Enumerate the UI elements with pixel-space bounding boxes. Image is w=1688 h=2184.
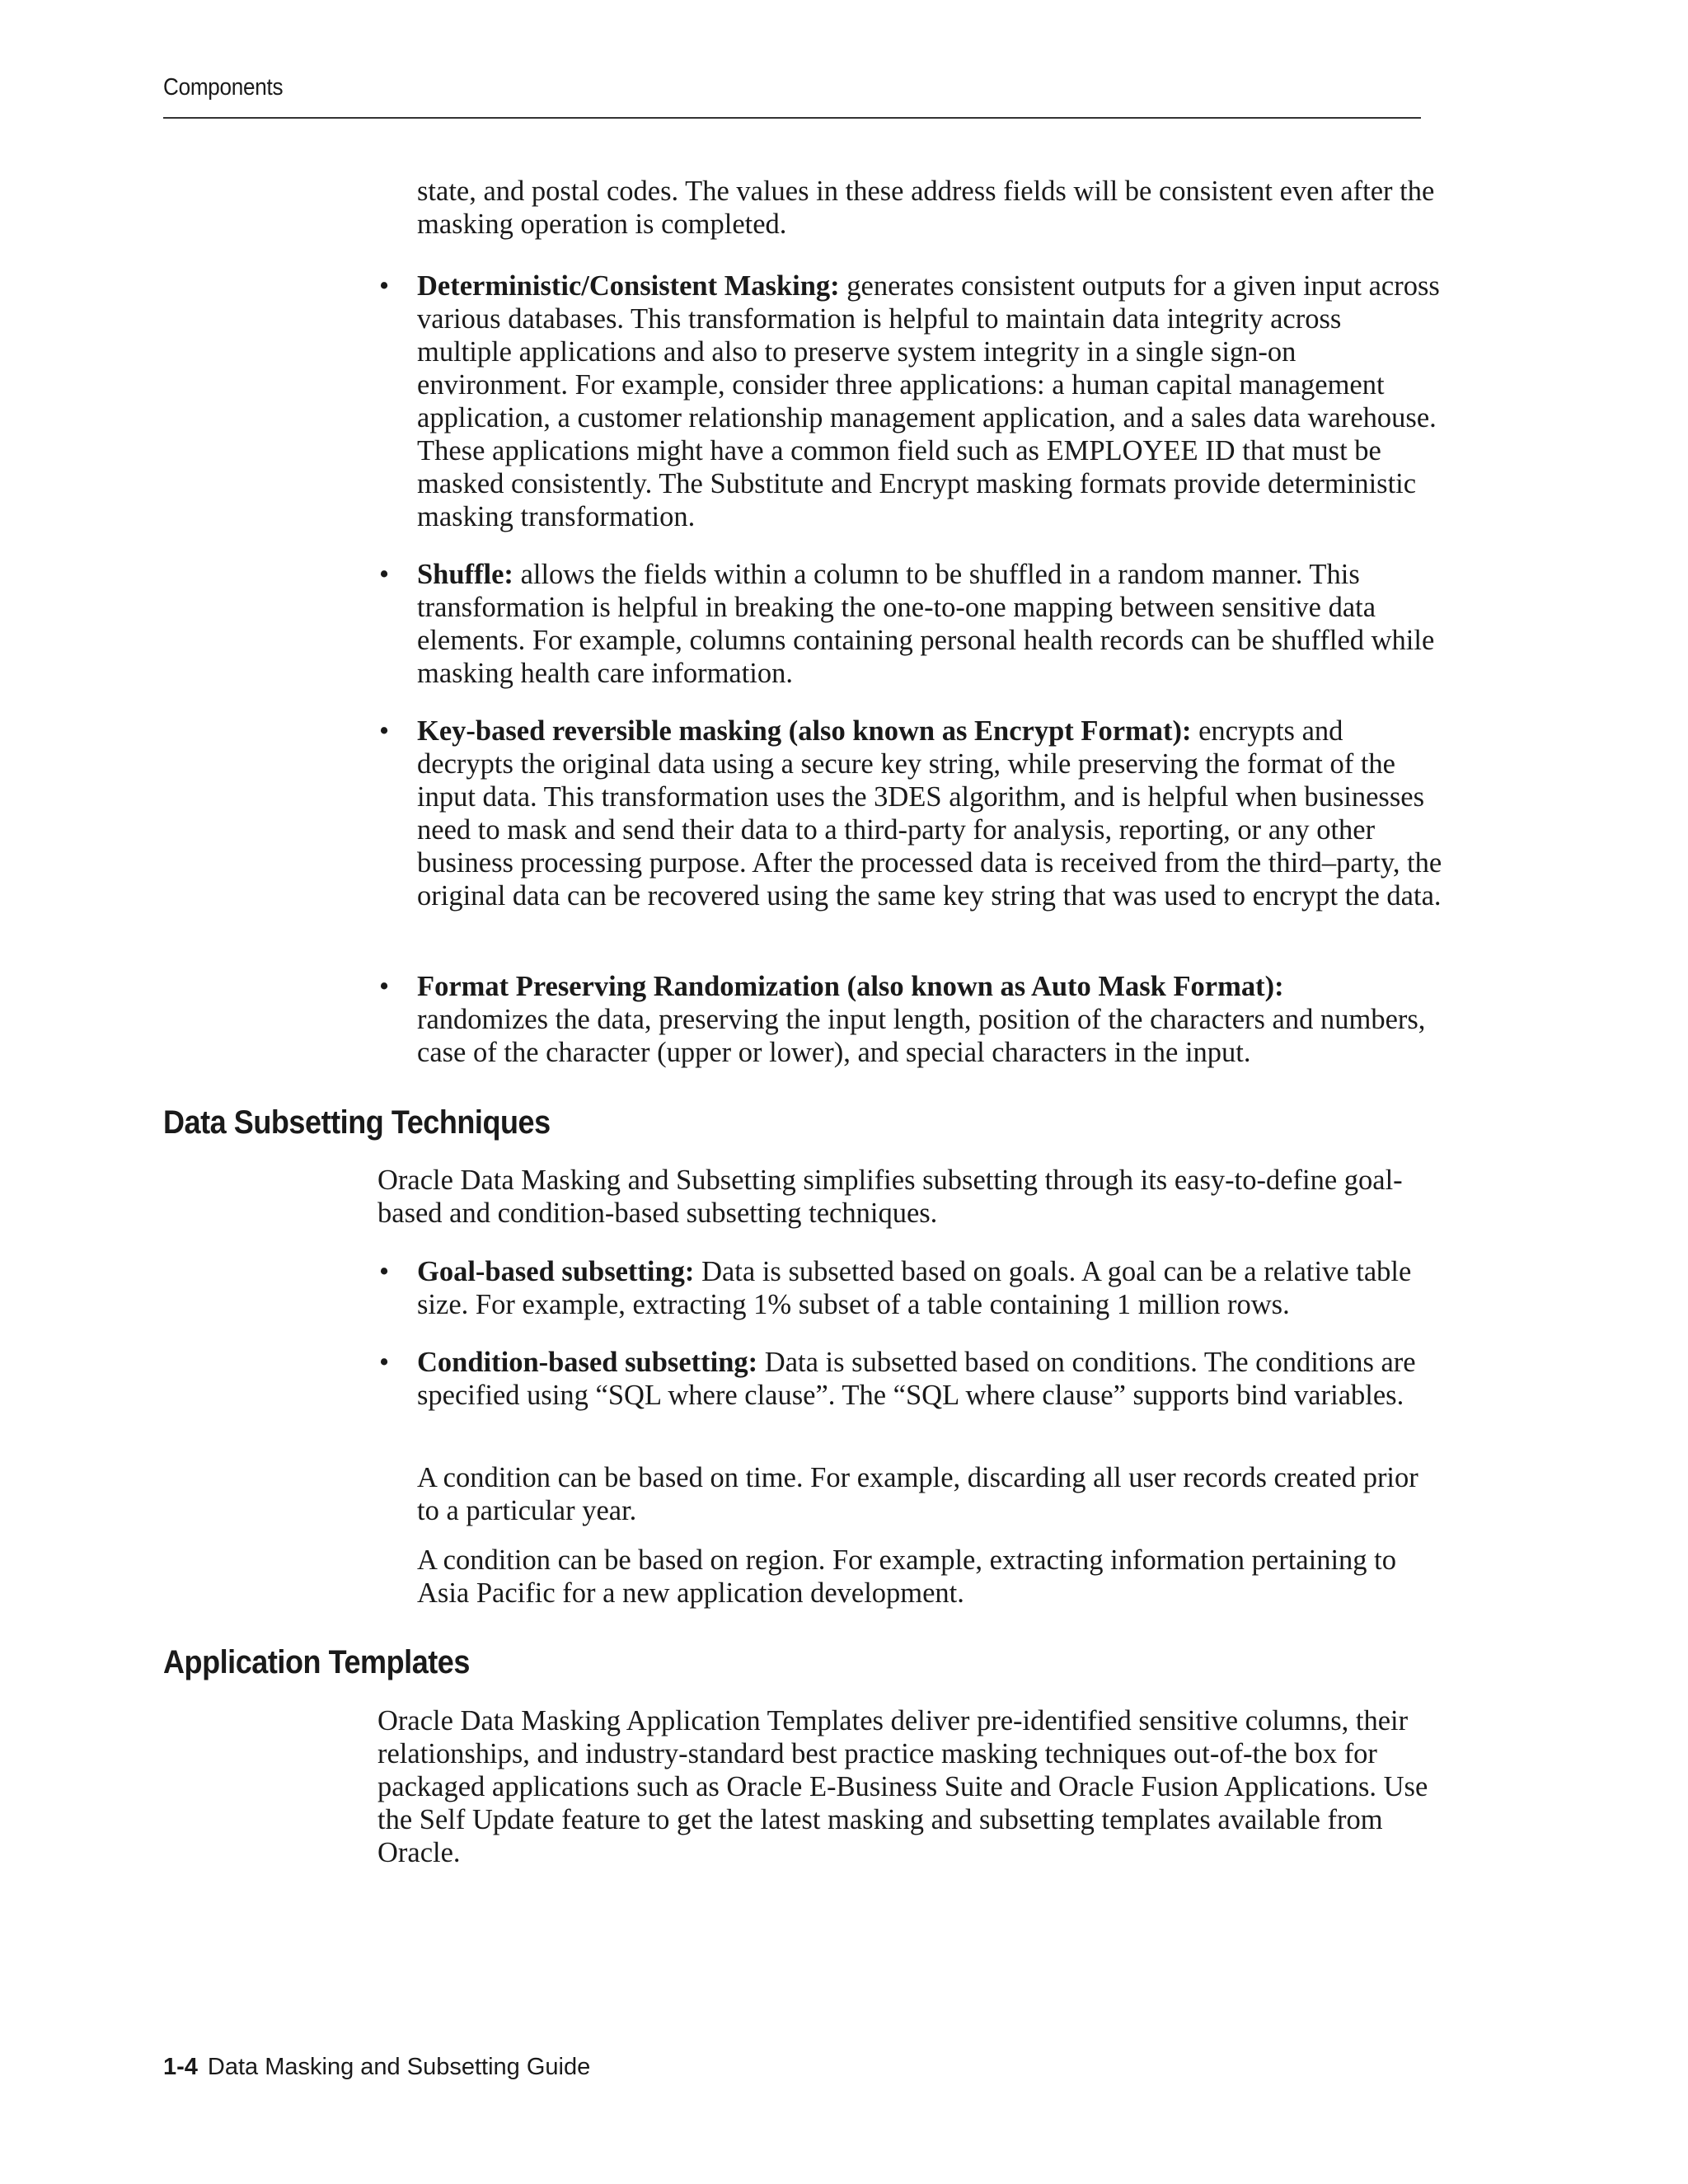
bullet-icon: • [379, 715, 390, 747]
bullet-lead: Shuffle: [417, 559, 513, 590]
bullet-lead: Condition-based subsetting: [417, 1347, 758, 1378]
book-title: Data Masking and Subsetting Guide [207, 2054, 591, 2080]
bullet-description: encrypts and decrypts the original data using a secure key string, while preserving the format of the input data. This transformation uses the 3DES algorithm, and is helpful when businesses need to mask and send their data to a third-party for analysis, reporting, or any other business processing purpose. After the processed data is received from the third–party, the original data can be recovered using the same key string that was used to encrypt the data. [417, 715, 1442, 912]
bullet-text [417, 1346, 1442, 1412]
bullet-icon: • [379, 270, 390, 302]
page-footer [163, 2054, 590, 2081]
bullet-text [417, 970, 1442, 1069]
condition-paragraph-region: A condition can be based on region. For example, extracting information pertaining to Asia Pacific for a new application development. [417, 1544, 1397, 1609]
bullet-text [417, 269, 1442, 533]
subsetting-intro: Oracle Data Masking and Subsetting simplifies subsetting through its easy-to-define goal-based and condition-based subsetting techniques. [377, 1165, 1403, 1229]
bullet-icon: • [379, 559, 390, 590]
bullet-icon: • [379, 1347, 390, 1378]
header-rule [163, 117, 1421, 119]
bullet-text [417, 715, 1442, 912]
bullet-text [417, 558, 1442, 690]
bullet-icon: • [379, 971, 390, 1002]
bullet-description: Data is subsetted based on goals. A goal can be a relative table size. For example, extracting 1% subset of a table containing 1 million rows. [417, 1256, 1412, 1320]
bullet-lead: Format Preserving Randomization (also known as Auto Mask Format): [417, 971, 1284, 1002]
bullet-icon: • [379, 1256, 390, 1287]
section-heading-templates: Application Templates [163, 1644, 470, 1680]
bullet-description: randomizes the data, preserving the input length, position of the characters and numbers, case of the character (upper or lower), and special characters in the input. [417, 1004, 1426, 1068]
templates-paragraph: Oracle Data Masking Application Templates deliver pre-identified sensitive columns, their relationships, and industry-standard best practice masking techniques out-of-the box for packaged applications such as Oracle E-Business Suite and Oracle Fusion Applications. Use the Self Update feature to get the latest masking and subsetting templates available from Oracle. [377, 1705, 1428, 1868]
continuation-paragraph: state, and postal codes. The values in these address fields will be consistent even after the masking operation is completed. [417, 176, 1435, 240]
bullet-lead: Key-based reversible masking (also known as Encrypt Format): [417, 715, 1192, 747]
bullet-lead: Goal-based subsetting: [417, 1256, 695, 1287]
bullet-lead: Deterministic/Consistent Masking: [417, 270, 840, 302]
section-heading-subsetting: Data Subsetting Techniques [163, 1104, 551, 1141]
running-header: Components [163, 74, 284, 101]
bullet-description: generates consistent outputs for a given input across various databases. This transformation is helpful to maintain data integrity across multiple applications and also to preserve system integrity in a single sign-on environment. For example, consider three applications: a human capital management application, a customer relationship management application, and a sales data warehouse. These applications might have a common field such as EMPLOYEE ID that must be masked consistently. The Substitute and Encrypt masking formats provide deterministic masking transformation. [417, 270, 1440, 532]
bullet-text [417, 1255, 1442, 1321]
bullet-description: Data is subsetted based on conditions. The conditions are specified using “SQL where clause”. The “SQL where clause” supports bind variables. [417, 1347, 1416, 1411]
condition-paragraph-time: A condition can be based on time. For example, discarding all user records created prior to a particular year. [417, 1462, 1418, 1526]
bullet-description: allows the fields within a column to be shuffled in a random manner. This transformation is helpful in breaking the one-to-one mapping between sensitive data elements. For example, columns containing personal health records can be shuffled while masking health care information. [417, 559, 1435, 689]
page-number: 1-4 [163, 2054, 198, 2080]
